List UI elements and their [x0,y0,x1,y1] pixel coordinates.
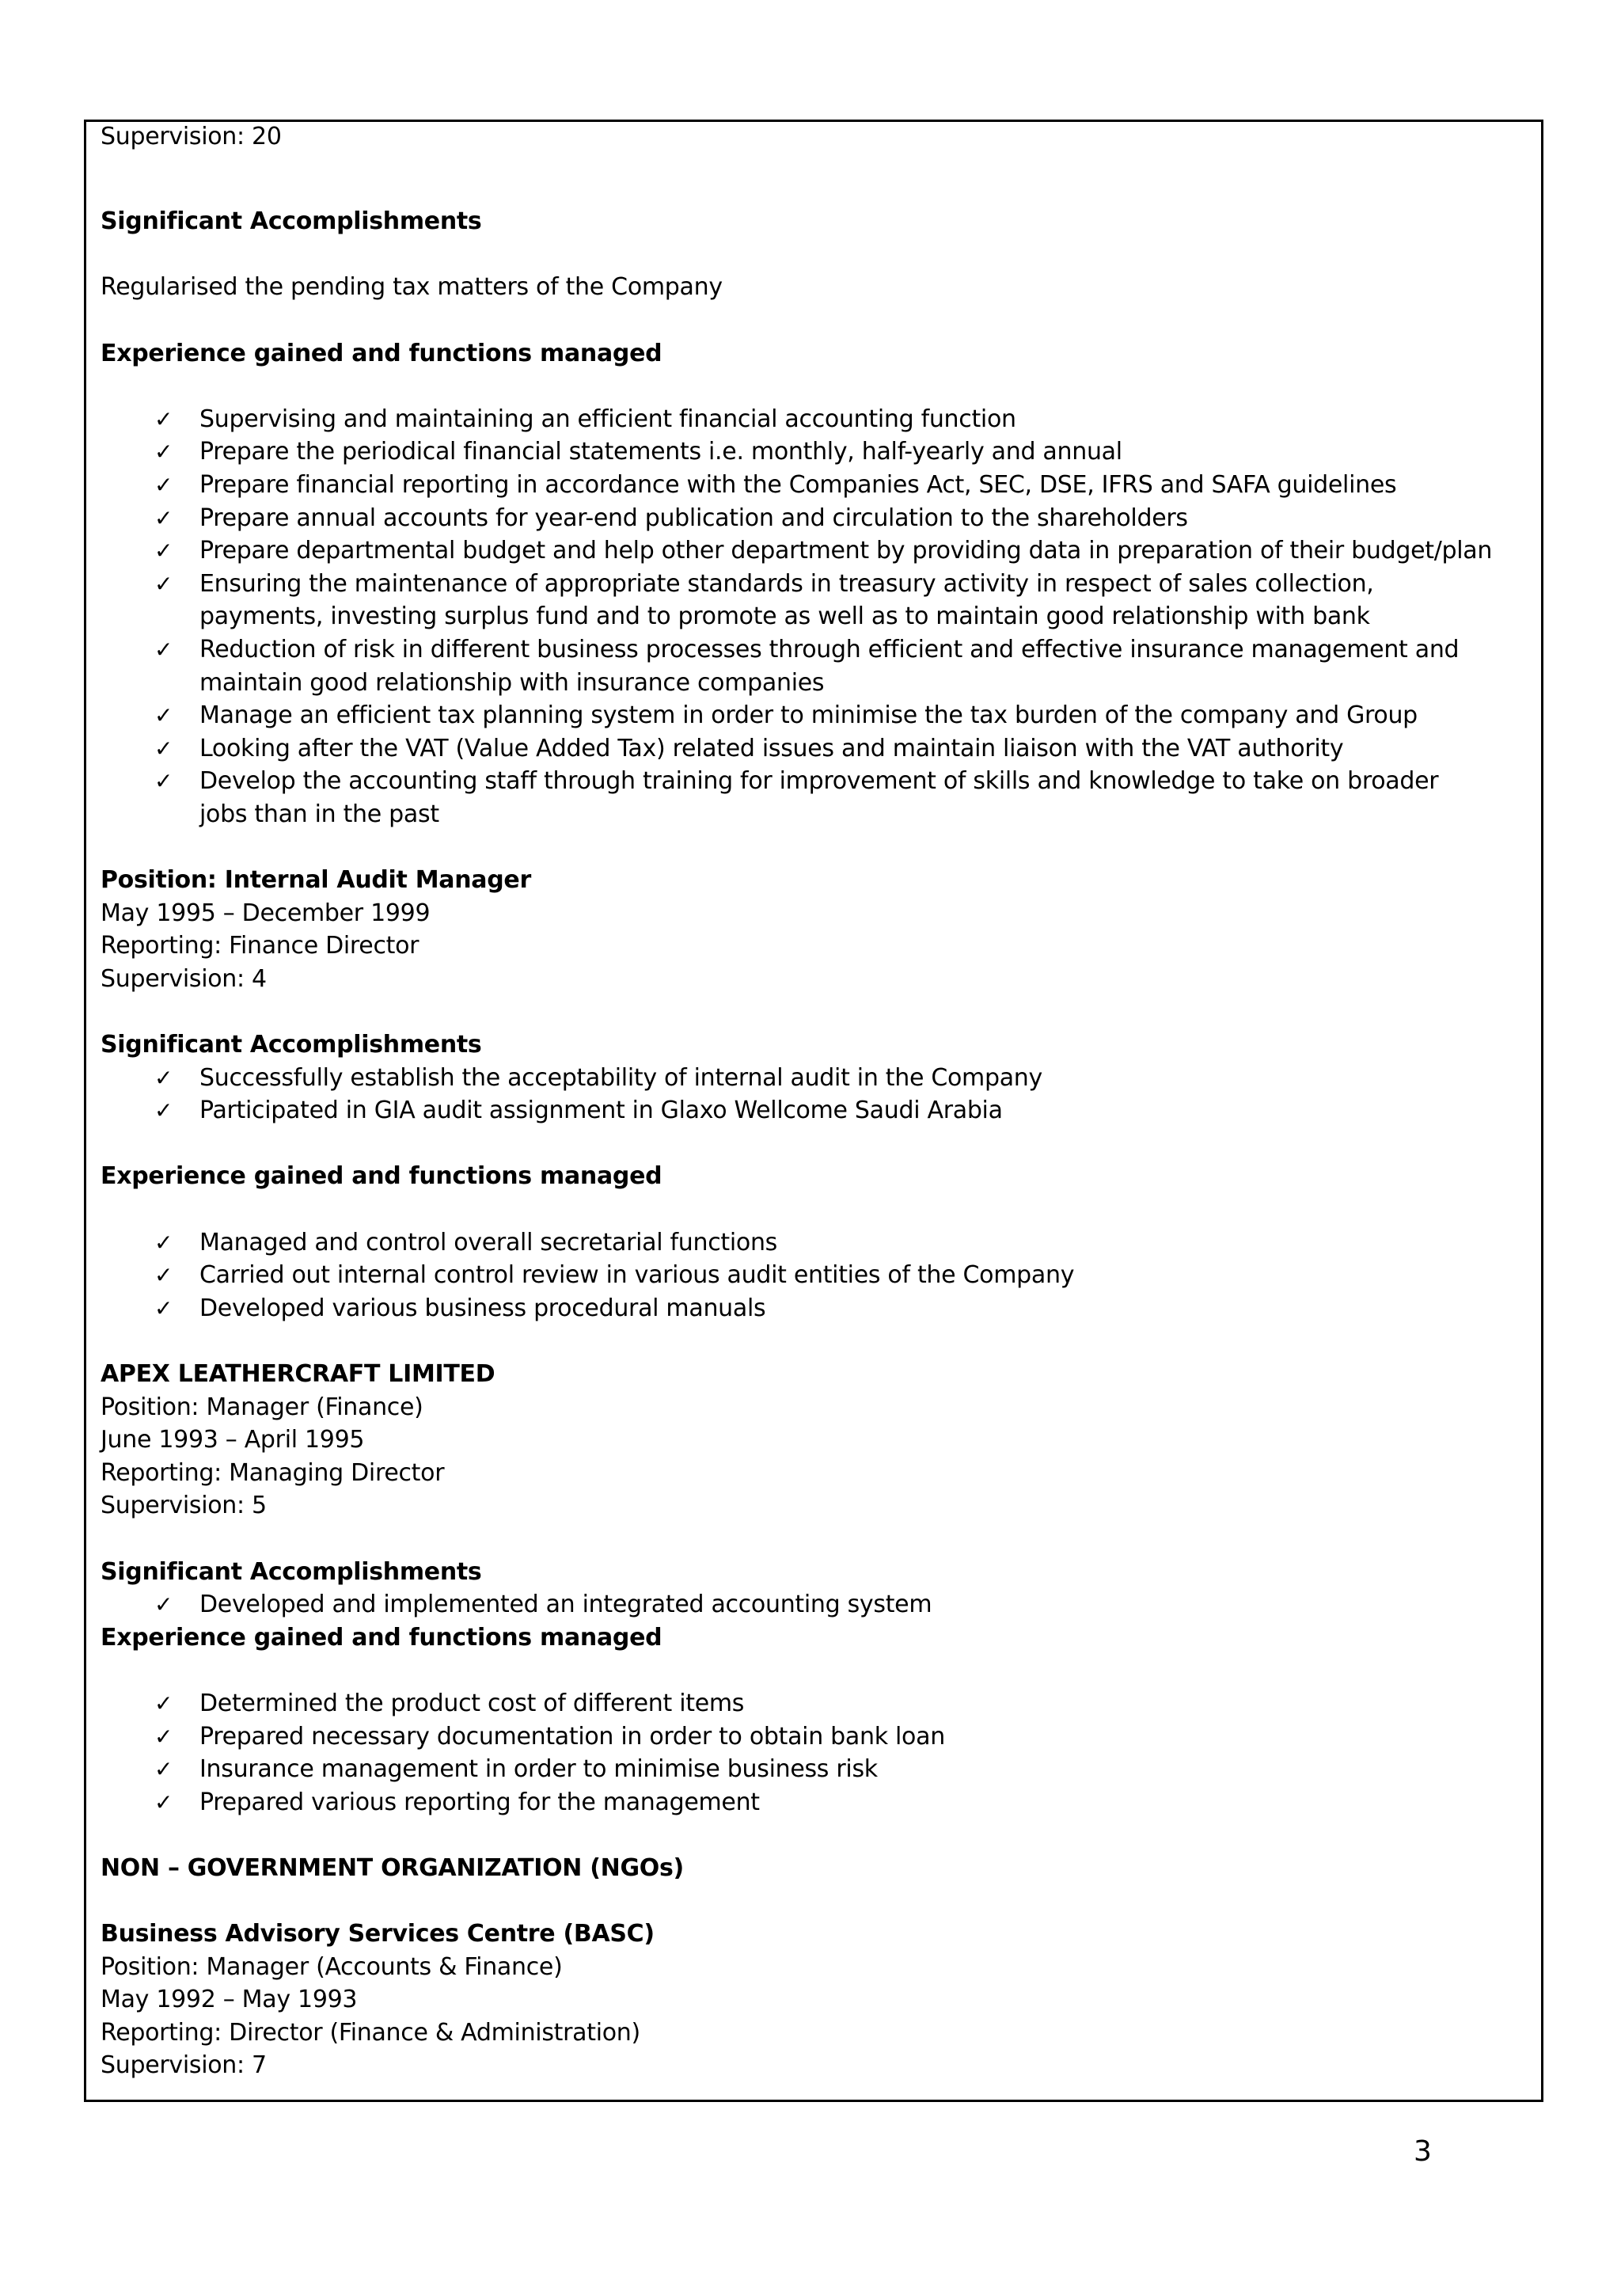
reporting-line: Reporting: Finance Director [101,932,419,960]
list-item: ✓ Managed and control overall secretarial functions [101,1226,1533,1260]
reporting-line: Reporting: Managing Director [101,1458,445,1487]
experience-heading: Experience gained and functions managed [101,1162,662,1191]
list-item: ✓ Prepare annual accounts for year-end publication and circulation to the shareholders [101,502,1533,535]
list-item: ✓ Prepared necessary documentation in order to obtain bank loan [101,1720,1533,1754]
list-item: ✓ Supervising and maintaining an efficient financial accounting function [101,403,1533,436]
list-item: ✓ Prepare the periodical financial statements i.e. monthly, half-yearly and annual [101,435,1533,469]
accomplishment-text: Regularised the pending tax matters of the Company [101,273,723,302]
accomplishments-list [101,1062,1533,1127]
supervision-line: Supervision: 5 [101,1492,267,1520]
list-item: ✓ Prepare financial reporting in accordance with the Companies Act, SEC, DSE, IFRS and SAFA guidelines [101,469,1533,502]
position-dates: May 1995 – December 1999 [101,899,431,927]
check-mark-icon: ✓ [154,570,173,597]
company-name: APEX LEATHERCRAFT LIMITED [101,1359,495,1388]
list-item: ✓ Prepared various reporting for the management [101,1786,1533,1819]
list-item-continuation: jobs than in the past [199,800,439,828]
experience-heading: Experience gained and functions managed [101,339,662,367]
check-mark-icon: ✓ [154,1690,173,1716]
experience-list [101,403,1533,831]
check-mark-icon: ✓ [154,405,173,432]
list-item: ✓ Develop the accounting staff through training for improvement of skills and knowledge to take on broader [101,765,1533,798]
check-mark-icon: ✓ [154,636,173,663]
check-mark-icon: ✓ [154,1097,173,1124]
position-title: Position: Manager (Finance) [101,1393,423,1421]
check-mark-icon: ✓ [154,1064,173,1091]
list-item: ✓ Successfully establish the acceptability of internal audit in the Company [101,1062,1533,1095]
experience-heading: Experience gained and functions managed [101,1623,662,1652]
list-item: ✓ Carried out internal control review in various audit entities of the Company [101,1259,1533,1292]
list-item: ✓ Developed various business procedural manuals [101,1292,1533,1325]
list-item: ✓ Participated in GIA audit assignment in Glaxo Wellcome Saudi Arabia [101,1094,1533,1127]
resume-content [101,120,1533,2082]
list-item-continuation: payments, investing surplus fund and to promote as well as to maintain good relationship with bank [199,603,1370,631]
check-mark-icon: ✓ [154,439,173,466]
check-mark-icon: ✓ [154,1229,173,1256]
supervision-line: Supervision: 7 [101,2051,267,2080]
experience-list [101,1226,1533,1325]
check-mark-icon: ✓ [154,1294,173,1321]
check-mark-icon: ✓ [154,768,173,795]
check-mark-icon: ✓ [154,735,173,762]
list-item: ✓ Looking after the VAT (Value Added Tax) related issues and maintain liaison with the VAT authority [101,732,1533,766]
check-mark-icon: ✓ [154,471,173,498]
list-item: ✓ Reduction of risk in different business processes through efficient and effective insurance management and [101,633,1533,667]
check-mark-icon: ✓ [154,1262,173,1289]
check-mark-icon: ✓ [154,702,173,729]
check-mark-icon: ✓ [154,1789,173,1815]
accomplishments-heading: Significant Accomplishments [101,1557,482,1586]
reporting-line: Reporting: Director (Finance & Administration) [101,2018,640,2047]
list-item: ✓ Ensuring the maintenance of appropriate standards in treasury activity in respect of sales collection, [101,568,1533,601]
accomplishments-heading: Significant Accomplishments [101,1031,482,1059]
supervision-line: Supervision: 4 [101,964,267,993]
list-item: ✓ Insurance management in order to minimise business risk [101,1753,1533,1786]
list-item: ✓ Manage an efficient tax planning system in order to minimise the tax burden of the company and Group [101,699,1533,732]
list-item: ✓ Determined the product cost of different items [101,1687,1533,1720]
check-mark-icon: ✓ [154,1756,173,1783]
accomplishments-heading: Significant Accomplishments [101,207,482,236]
position-dates: May 1992 – May 1993 [101,1986,358,2014]
experience-list [101,1687,1533,1819]
list-item: ✓ Developed and implemented an integrated accounting system [101,1588,1533,1621]
check-mark-icon: ✓ [154,1723,173,1750]
section-heading: NON – GOVERNMENT ORGANIZATION (NGOs) [101,1853,684,1882]
list-item-continuation: maintain good relationship with insurance companies [199,668,825,697]
check-mark-icon: ✓ [154,504,173,531]
position-title: Position: Manager (Accounts & Finance) [101,1952,563,1981]
page-number: 3 [1414,2135,1432,2168]
organization-name: Business Advisory Services Centre (BASC) [101,1920,655,1948]
supervision-line: Supervision: 20 [101,123,282,150]
accomplishments-list [101,1588,1533,1621]
list-item: ✓ Prepare departmental budget and help other department by providing data in preparation of their budget/plan [101,534,1533,568]
position-dates: June 1993 – April 1995 [101,1426,365,1454]
check-mark-icon: ✓ [154,538,173,564]
position-title: Position: Internal Audit Manager [101,866,531,895]
check-mark-icon: ✓ [154,1591,173,1618]
